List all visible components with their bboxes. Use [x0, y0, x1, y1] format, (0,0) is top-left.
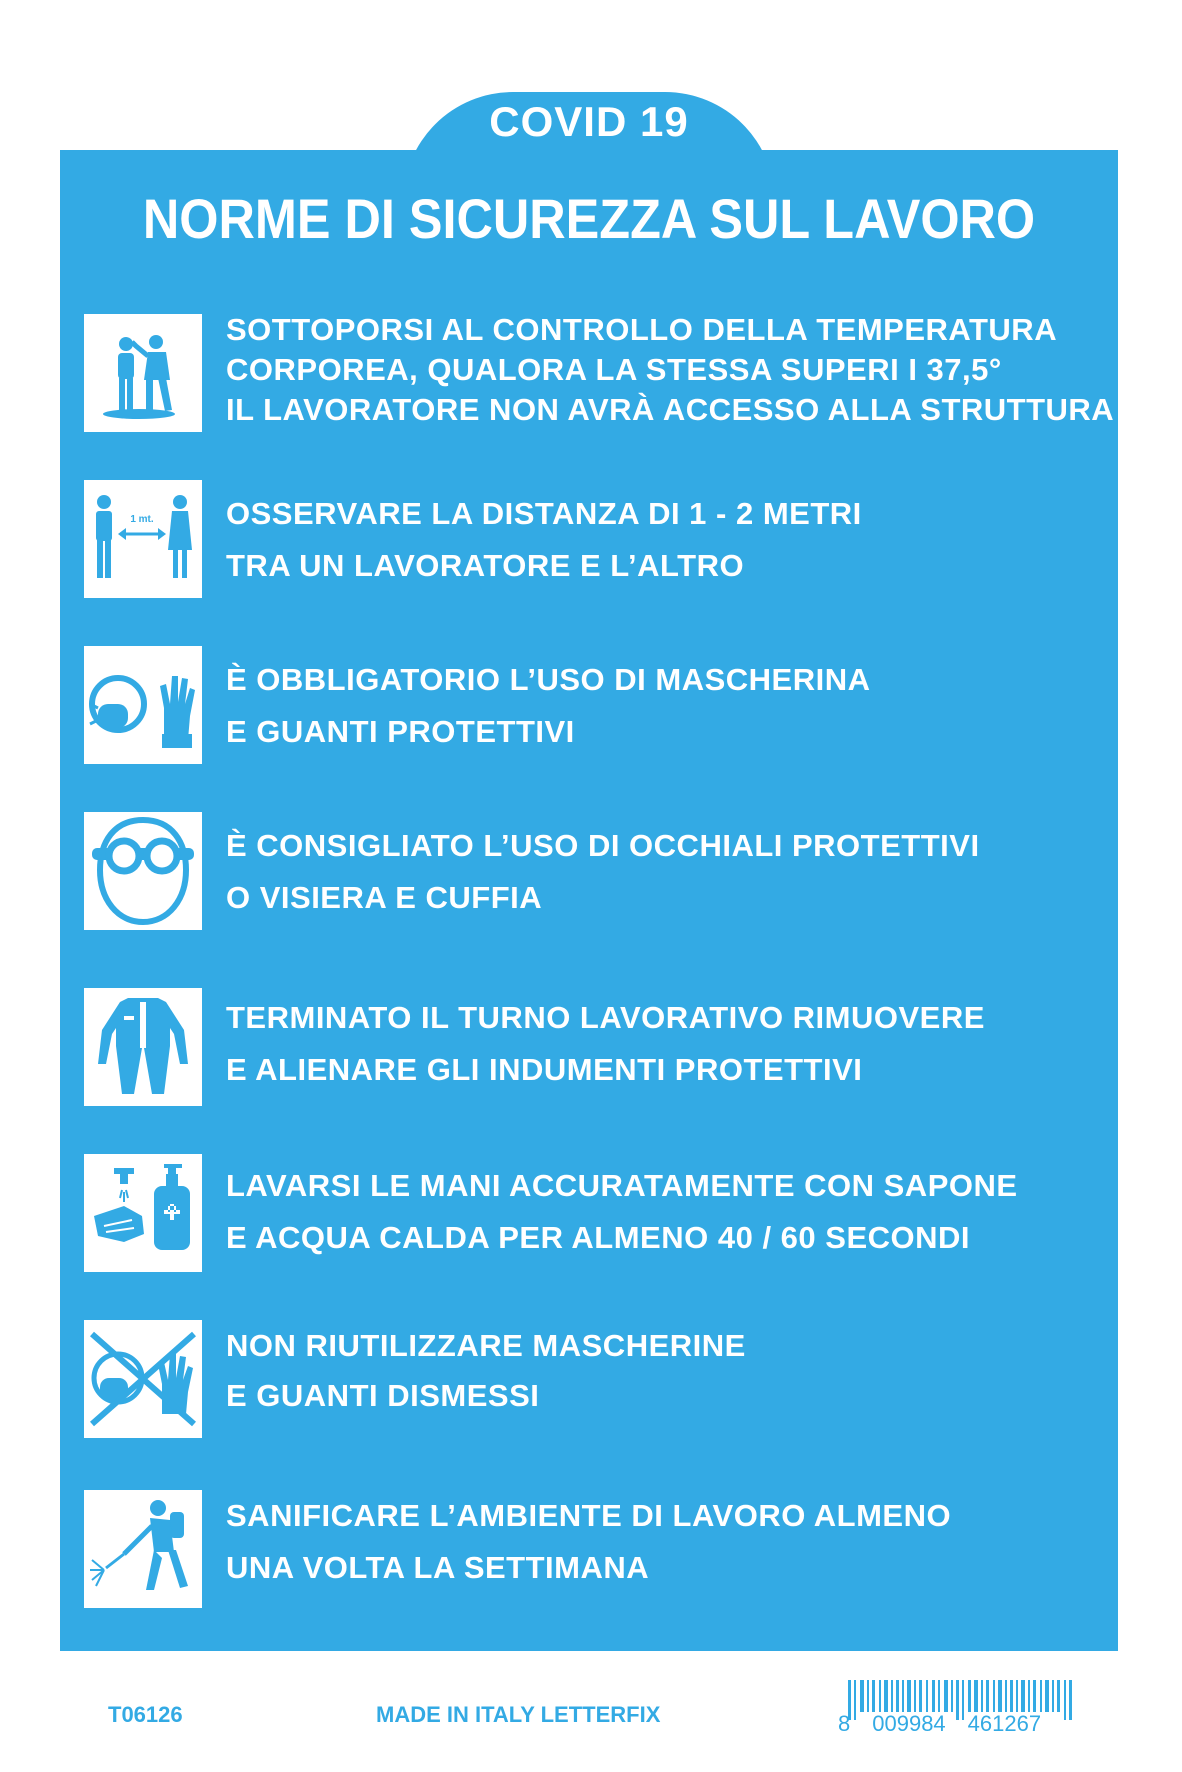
product-code: T06126 [108, 1702, 183, 1727]
page-title: NORME DI SICUREZZA SUL LAVORO [142, 187, 1036, 250]
rule-no-reuse: NON RIUTILIZZARE MASCHERINE E GUANTI DISMESSI [226, 1328, 746, 1413]
temperature-check-icon [84, 314, 202, 432]
covid-badge: COVID 19 [489, 98, 689, 145]
barcode-digits: 8 009984 461267 [838, 1711, 1042, 1736]
no-reuse-icon [84, 1320, 202, 1438]
maker-label: MADE IN ITALY LETTERFIX [376, 1702, 661, 1727]
distance-icon [84, 480, 202, 598]
coverall-icon [84, 988, 202, 1106]
sanitize-icon [84, 1490, 202, 1608]
rule-distance: OSSERVARE LA DISTANZA DI 1 - 2 METRI TRA UN LAVORATORE E L’ALTRO [226, 496, 862, 583]
svg-text:1 mt.: 1 mt. [130, 514, 154, 525]
rule-handwash: LAVARSI LE MANI ACCURATAMENTE CON SAPONE E ACQUA CALDA PER ALMENO 40 / 60 SECONDI [226, 1168, 1018, 1255]
rule-goggles: È CONSIGLIATO L’USO DI OCCHIALI PROTETTIVI O VISIERA E CUFFIA [226, 828, 980, 915]
handwash-icon [84, 1154, 202, 1272]
goggles-icon [84, 812, 202, 930]
rule-coverall: TERMINATO IL TURNO LAVORATIVO RIMUOVERE E ALIENARE GLI INDUMENTI PROTETTIVI [226, 1000, 985, 1087]
rule-mask-gloves: È OBBLIGATORIO L’USO DI MASCHERINA E GUANTI PROTETTIVI [226, 662, 871, 749]
mask-gloves-icon [84, 646, 202, 764]
rule-temperature: SOTTOPORSI AL CONTROLLO DELLA TEMPERATURA CORPOREA, QUALORA LA STESSA SUPERI I 37,5° IL LAVORATORE NON AVRÀ ACCESSO ALLA STRUTTURA [226, 312, 1115, 427]
rule-sanitize: SANIFICARE L’AMBIENTE DI LAVORO ALMENO UNA VOLTA LA SETTIMANA [226, 1498, 952, 1585]
